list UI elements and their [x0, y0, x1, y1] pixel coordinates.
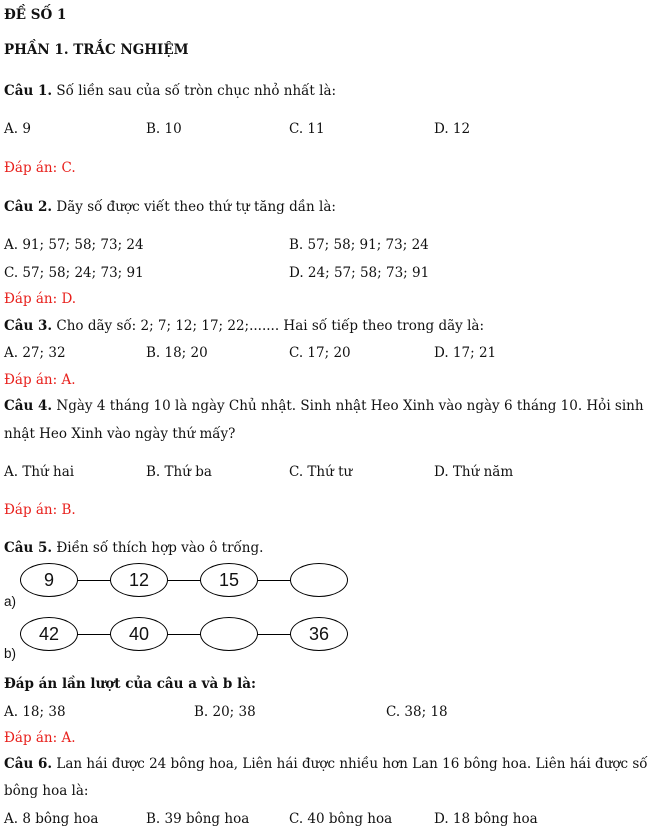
- q3-option-c: C. 17; 20: [289, 345, 351, 361]
- document-title: ĐỀ SỐ 1: [4, 7, 67, 23]
- q1-answer: Đáp án: C.: [4, 160, 76, 176]
- question-6-text-line2: bông hoa là:: [4, 783, 89, 799]
- q6-option-c: C. 40 bông hoa: [289, 811, 393, 827]
- q4-option-a: A. Thứ hai: [4, 464, 75, 480]
- q5-answer: Đáp án: A.: [4, 730, 76, 746]
- question-5-text: Điền số thích hợp vào ô trống.: [56, 540, 264, 556]
- question-4-text-line1: Ngày 4 tháng 10 là ngày Chủ nhật. Sinh nhật Heo Xinh vào ngày 6 tháng 10. Hỏi sinh: [56, 398, 644, 414]
- question-3-text: Cho dãy số: 2; 7; 12; 17; 22;....... Hai số tiếp theo trong dãy là:: [56, 318, 485, 334]
- q5-option-a: A. 18; 38: [4, 704, 66, 720]
- chain-a-connector-1: [76, 580, 111, 581]
- q4-answer: Đáp án: B.: [4, 502, 76, 518]
- question-2-text: Dãy số được viết theo thứ tự tăng dần là:: [56, 199, 336, 215]
- q2-option-a: A. 91; 57; 58; 73; 24: [4, 237, 144, 253]
- chain-a-oval-3: 15: [200, 563, 258, 597]
- q6-option-d: D. 18 bông hoa: [434, 811, 538, 827]
- chain-b-oval-4: 36: [290, 617, 348, 651]
- q5-option-b: B. 20; 38: [194, 704, 256, 720]
- q3-option-d: D. 17; 21: [434, 345, 497, 361]
- chain-b-oval-1: 42: [20, 617, 78, 651]
- question-2-label: Câu 2.: [4, 199, 53, 215]
- q1-option-d: D. 12: [434, 121, 471, 137]
- q1-option-b: B. 10: [146, 121, 182, 137]
- question-6: [4, 755, 648, 773]
- chain-b-oval-2: 40: [110, 617, 168, 651]
- q4-option-c: C. Thứ tư: [289, 464, 353, 480]
- question-4: [4, 397, 644, 415]
- chain-b-connector-1: [76, 634, 111, 635]
- question-5-label: Câu 5.: [4, 540, 53, 556]
- q4-option-d: D. Thứ năm: [434, 464, 514, 480]
- question-3-label: Câu 3.: [4, 318, 53, 334]
- question-1-label: Câu 1.: [4, 83, 53, 99]
- q6-option-b: B. 39 bông hoa: [146, 811, 250, 827]
- chain-a-oval-blank: [290, 563, 348, 597]
- row-b-label: b): [4, 646, 17, 661]
- question-1: [4, 82, 336, 100]
- question-2: [4, 198, 336, 216]
- q3-answer: Đáp án: A.: [4, 372, 76, 388]
- chain-a-oval-2: 12: [110, 563, 168, 597]
- row-a-label: a): [4, 594, 17, 609]
- question-5: [4, 539, 263, 557]
- chain-a-oval-1: 9: [20, 563, 78, 597]
- q1-option-a: A. 9: [4, 121, 31, 137]
- question-3: [4, 317, 484, 335]
- question-6-label: Câu 6.: [4, 756, 53, 772]
- q3-option-b: B. 18; 20: [146, 345, 208, 361]
- chain-b-connector-2: [168, 634, 201, 635]
- q4-option-b: B. Thứ ba: [146, 464, 212, 480]
- q1-option-c: C. 11: [289, 121, 325, 137]
- q2-option-b: B. 57; 58; 91; 73; 24: [289, 237, 429, 253]
- question-1-text: Số liền sau của số tròn chục nhỏ nhất là:: [56, 83, 337, 99]
- chain-b-connector-3: [258, 634, 291, 635]
- chain-a-connector-2: [168, 580, 201, 581]
- q6-option-a: A. 8 bông hoa: [4, 811, 99, 827]
- q2-option-d: D. 24; 57; 58; 73; 91: [289, 265, 430, 281]
- question-4-label: Câu 4.: [4, 398, 53, 414]
- chain-a-connector-3: [258, 580, 291, 581]
- q3-option-a: A. 27; 32: [4, 345, 66, 361]
- question-4-text-line2: nhật Heo Xinh vào ngày thứ mấy?: [4, 426, 236, 442]
- q2-option-c: C. 57; 58; 24; 73; 91: [4, 265, 144, 281]
- question-6-text-line1: Lan hái được 24 bông hoa, Liên hái được nhiều hơn Lan 16 bông hoa. Liên hái được số: [56, 756, 648, 772]
- q5-option-c: C. 38; 18: [386, 704, 448, 720]
- section-heading: PHẦN 1. TRẮC NGHIỆM: [4, 42, 189, 58]
- q2-answer: Đáp án: D.: [4, 291, 77, 307]
- q5-answer-heading: Đáp án lần lượt của câu a và b là:: [4, 676, 256, 692]
- chain-b-oval-blank: [200, 617, 258, 651]
